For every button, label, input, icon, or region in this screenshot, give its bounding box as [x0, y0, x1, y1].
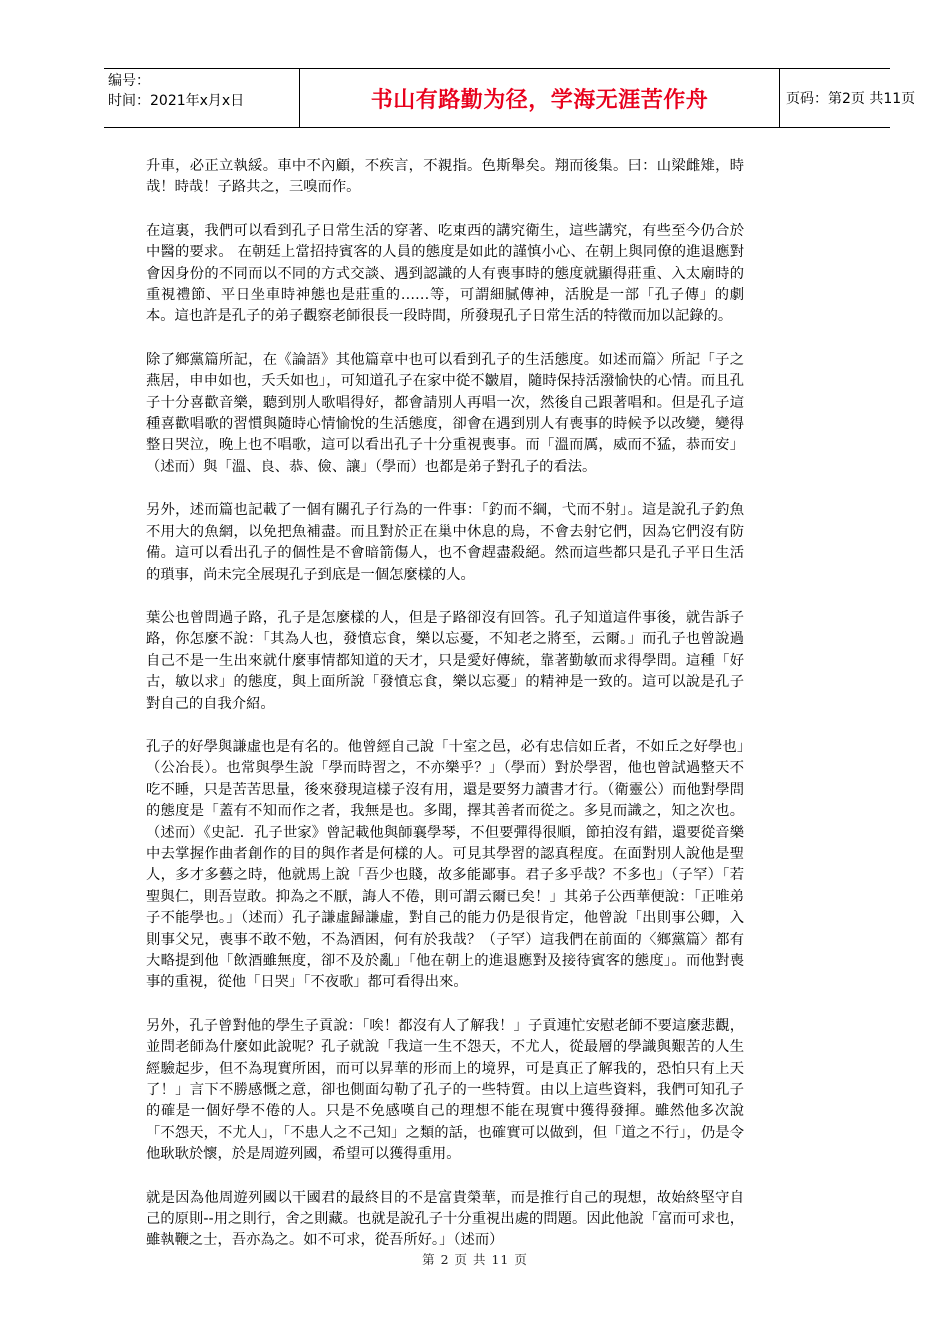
paragraph-2: 在這裏，我們可以看到孔子日常生活的穿著、吃東西的講究衛生，這些講究，有些至今仍合於中醫的要求。 在朝廷上當招持賓客的人員的態度是如此的謹慎小心、在朝上與同僚的進退應對會因身份的不同而以不同的方式交談、遇到認識的人有喪事時的態度就顯得莊重、入太廟時的重視禮節、平日坐車時神態也是莊重的……等，可謂細膩傳神，活脫是一部「孔子傳」的劇本。這也許是孔子的弟子觀察老師很長一段時間，所發現孔子日常生活的特徵而加以記錄的。 [146, 222, 744, 325]
paragraph-5: 葉公也曾問過子路，孔子是怎麼樣的人，但是子路卻沒有回答。孔子知道這件事後，就告訴子路，你怎麼不說：「其為人也，發憤忘食，樂以忘憂，不知老之將至，云爾。」而孔子也曾說過自己不是一生出來就什麼事情都知道的天才，只是愛好傳統，靠著勤敏而求得學問。這種「好古，敏以求」的態度，與上面所說「發憤忘食，樂以忘憂」的精神是一致的。這可以說是孔子對自己的自我介紹。 [146, 609, 744, 712]
header-page-info: 页码：第2页 共11页 [786, 91, 916, 107]
paragraph-7: 另外，孔子曾對他的學生子貢說：「唉！都沒有人了解我！」子貢連忙安慰老師不要這麼悲觀，並問老師為什麼如此說呢？孔子就說「我這一生不怨天，不尤人，從最層的學識與艱苦的人生經驗起步，但不為現實所困，而可以昇華的形而上的境界，可是真正了解我的，恐怕只有上天了！」言下不勝感慨之意，卻也側面勾勒了孔子的一些特質。由以上這些資料，我們可知孔子的確是一個好學不倦的人。只是不免感嘆自己的理想不能在現實中獲得發揮。雖然他多次說「不怨天，不尤人」，「不患人之不己知」之類的話，也確實可以做到，但「道之不行」，仍是令他耿耿於懷，於是周遊列國，希望可以獲得重用。 [146, 1017, 744, 1163]
page-header [104, 68, 916, 128]
paragraph-1: 升車，必正立執綏。車中不內顧，不疾言，不親指。色斯舉矣。翔而後集。曰：山梁雌雉，時哉！時哉！子路共之，三嗅而作。 [146, 158, 744, 196]
paragraph-4: 另外，述而篇也記載了一個有關孔子行為的一件事：「釣而不綱，弋而不射」。這是說孔子釣魚不用大的魚網，以免把魚補盡。而且對於正在巢中休息的鳥，不會去射它們，因為它們沒有防備。這可以看出孔子的個性是不會暗箭傷人，也不會趕盡殺絕。然而這些都只是孔子平日生活的瑣事，尚未完全展現孔子到底是一個怎麼樣的人。 [146, 502, 744, 583]
document-number-label: 编号： [108, 73, 150, 89]
header-meta-cell [104, 69, 300, 127]
header-motto: 书山有路勤为径，学海无涯苦作舟 [300, 69, 780, 127]
paragraph-8: 就是因為他周遊列國以干國君的最終目的不是富貴榮華，而是推行自己的現想，故始終堅守自己的原則--用之則行，舍之則藏。也就是說孔子十分重視出處的問題。因此他說「富而可求也，雖執鞭之士，吾亦為之。如不可求，從吾所好。」（述而） [146, 1189, 744, 1249]
paragraph-6: 孔子的好學與謙虛也是有名的。他曾經自己說「十室之邑，必有忠信如丘者，不如丘之好學也」（公冶長）。也常與學生說「學而時習之，不亦樂乎？」（學而）對於學習，他也曾試過整天不吃不睡，只是苦苦思量，後來發現這樣子沒有用，還是要努力讀書才行。（衛靈公）而他對學問的態度是「蓋有不知而作之者，我無是也。多聞，擇其善者而從之。多見而識之，知之次也。（述而）《史記．孔子世家》曾記載他與師襄學琴，不但要彈得很順，節拍沒有錯，還要從音樂中去掌握作曲者創作的目的與作者是何樣的人。可見其學習的認真程度。在面對別人說他是聖人，多才多藝之時，他就馬上說「吾少也賤，故多能鄙事。君子多乎哉？不多也」（子罕）「若聖與仁，則吾豈敢。抑為之不厭，誨人不倦，則可謂云爾已矣！」其弟子公西華便說：「正唯弟子不能學也。」（述而）孔子謙虛歸謙虛，對自己的能力仍是很肯定，他曾說「出則事公卿，入則事父兄，喪事不敢不勉，不為酒困，何有於我哉？（子罕）這我們在前面的〈鄉黨篇〉都有大略提到他「飲酒雖無度，卻不及於亂」「他在朝上的進退應對及接待賓客的態度」。而他對喪事的重視，從他「日哭」「不夜歌」都可看得出來。 [146, 738, 744, 991]
document-body [146, 156, 744, 1274]
paragraph-3: 除了鄉黨篇所記，在《論語》其他篇章中也可以看到孔子的生活態度。如述而篇〉所記「子之燕居，申申如也，夭夭如也」，可知道孔子在家中從不皺眉，隨時保持活潑愉快的心情。而且孔子十分喜歡音樂，聽到別人歌唱得好，都會請別人再唱一次，然後自己跟著唱和。但是孔子這種喜歡唱歌的習慣與隨時心情愉悅的生活態度，卻會在遇到別人有喪事的時候予以改變，變得整日哭泣，晚上也不唱歌，這可以看出孔子十分重視喪事。而「溫而厲，威而不猛，恭而安」（述而）與「溫、良、恭、儉、讓」（學而）也都是弟子對孔子的看法。 [146, 351, 744, 475]
document-time-label: 时间：2021年x月x日 [108, 93, 245, 109]
page-footer: 第 2 页 共 11 页 [422, 1252, 528, 1267]
